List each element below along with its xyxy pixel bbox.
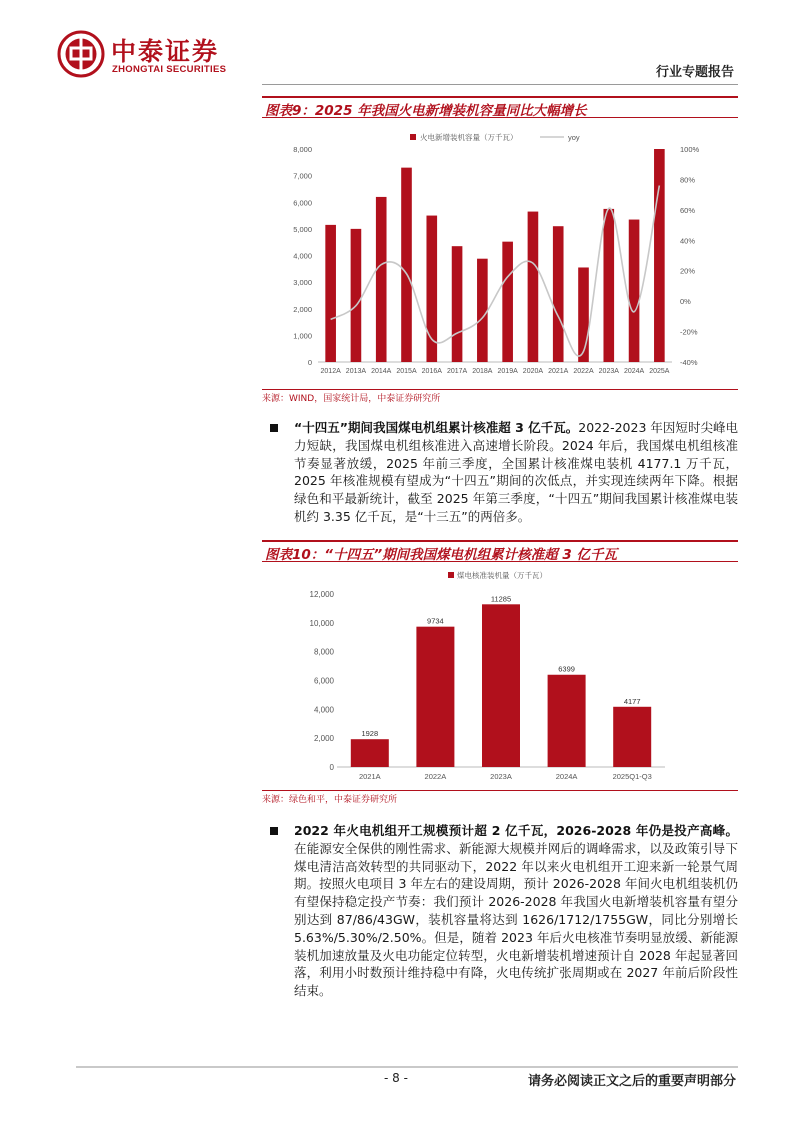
bullet-square-icon	[270, 424, 278, 432]
paragraph-coal-approvals	[262, 419, 738, 526]
y2-tick-label: 20%	[680, 266, 696, 276]
bar	[654, 149, 665, 362]
x-tick-label: 2019A	[497, 368, 518, 375]
figure9-chart	[262, 125, 738, 387]
y-tick-label: 10,000	[309, 618, 334, 628]
logo-english-name: ZHONGTAI SECURITIES	[112, 64, 227, 75]
x-tick-label: 2018A	[472, 368, 493, 375]
y-tick-label: 1,000	[293, 331, 312, 341]
bar	[578, 267, 589, 362]
y-tick-label: 6,000	[313, 676, 334, 686]
bar	[553, 226, 564, 362]
legend-label-bar: 煤电核准装机量（万千瓦）	[457, 571, 547, 580]
paragraph2-body: 在能源安全保供的刚性需求、新能源大规模并网后的调峰需求，以及政策引导下煤电清洁高效转型的共同驱动下，2022 年以来火电机组开工迎来新一轮景气周期。按照火电项目 3 年左右的建设周期，预计 2026-2028 年间火电机组装机仍有望保持稳定投产节奏：我们预计 2026-2028 年我国火电新增装机容量有望分别达到 87/86/43GW，装机容量将达到 1626/1712/1755GW，同比分别增长 5.63%/5.30%/2.50%。但是，随着 2023 年后火电核准节奏明显放缓、新能源装机加速放量及火电功能定位转型，火电新增装机增速预计自 2028 年起显著回落，利用小时数预计维持稳中有降，火电传统扩张周期或在 2027 年前后阶段性结束。	[294, 840, 738, 999]
x-tick-label: 2022A	[573, 368, 594, 375]
bar	[452, 246, 463, 362]
bar	[548, 675, 586, 767]
bar	[477, 259, 488, 362]
y-tick-label: 4,000	[293, 251, 312, 261]
bar	[629, 220, 640, 362]
y-tick-label: 8,000	[313, 647, 334, 657]
y-tick-label: 12,000	[309, 590, 334, 599]
x-tick-label: 2022A	[424, 772, 447, 781]
report-type: 行业专题报告	[655, 65, 734, 80]
figure9-source: 来源：WIND，国家统计局，中泰证券研究所	[262, 394, 441, 404]
x-tick-label: 2017A	[446, 368, 468, 375]
y2-tick-label: 80%	[680, 175, 696, 185]
x-tick-label: 2016A	[421, 368, 442, 375]
x-tick-label: 2025A	[649, 368, 670, 375]
bar	[325, 225, 336, 362]
y-tick-label: 0	[307, 358, 312, 367]
legend-swatch-bar	[410, 134, 416, 140]
y-tick-label: 6,000	[293, 198, 312, 208]
company-logo	[57, 30, 257, 80]
figure9-title-bar	[262, 96, 738, 118]
x-tick-label: 2020A	[522, 368, 544, 375]
x-tick-label: 2024A	[555, 772, 578, 781]
x-tick-label: 2025Q1-Q3	[612, 772, 652, 781]
data-label: 9734	[427, 616, 444, 626]
y-tick-label: 8,000	[293, 145, 312, 154]
bar	[603, 209, 614, 362]
bar	[502, 242, 513, 362]
bar	[416, 627, 454, 767]
y2-tick-label: -40%	[680, 358, 698, 367]
logo-chinese-name: 中泰证券	[111, 37, 220, 66]
data-label: 1928	[361, 729, 379, 739]
footer-disclaimer: 请务必阅读正文之后的重要声明部分	[527, 1074, 736, 1089]
figure10-title: 图表10：“十四五”期间我国煤电机组累计核准超 3 亿千瓦	[265, 547, 617, 563]
paragraph1-body: 2022-2023 年因短时尖峰电力短缺，我国煤电机组核准进入高速增长阶段。2024 年后，我国煤电机组核准节奏显著放缓，2025 年前三季度，全国累计核准煤电装机 4177.1 万千瓦，2025 年核准规模有望成为“十四五”期间的次低点，并实现连续两年下降。根据绿色和平最新统计，截至 2025 年第三季度，“十四五”期间我国累计核准煤电装机约 3.35 亿千瓦，是“十三五”的两倍多。	[294, 420, 738, 524]
y-tick-label: 2,000	[313, 734, 334, 744]
x-tick-label: 2021A	[548, 368, 569, 375]
figure10-title-bar	[262, 540, 738, 562]
zhongtai-logo-icon	[57, 30, 105, 78]
x-tick-label: 2012A	[320, 368, 341, 375]
footer-divider	[76, 1066, 738, 1068]
figure9-source-divider	[262, 389, 738, 390]
bar	[613, 707, 651, 767]
bullet-square-icon	[270, 827, 278, 835]
data-label: 11285	[490, 594, 512, 604]
figure9-title: 图表9：2025 年我国火电新增装机容量同比大幅增长	[265, 103, 587, 119]
x-tick-label: 2024A	[623, 368, 645, 375]
data-label: 6399	[558, 664, 575, 674]
y2-tick-label: 40%	[680, 236, 696, 246]
x-tick-label: 2023A	[490, 772, 512, 781]
x-tick-label: 2014A	[371, 368, 392, 375]
y2-tick-label: 0%	[680, 297, 691, 307]
bar	[482, 604, 520, 767]
legend-swatch-bar	[448, 572, 454, 578]
y-tick-label: 3,000	[293, 278, 312, 288]
legend-label-bar: 火电新增装机容量（万千瓦）	[420, 133, 518, 142]
y-tick-label: 0	[329, 763, 334, 772]
y-tick-label: 7,000	[293, 171, 312, 181]
x-tick-label: 2023A	[598, 368, 619, 375]
bar	[528, 212, 539, 362]
bar	[351, 229, 362, 362]
x-tick-label: 2013A	[345, 368, 367, 375]
y-tick-label: 5,000	[293, 224, 312, 234]
y-tick-label: 4,000	[313, 705, 334, 715]
paragraph1-lead: “十四五”期间我国煤电机组累计核准超 3 亿千瓦。	[294, 420, 579, 435]
legend-label-line: yoy	[568, 133, 580, 142]
x-tick-label: 2015A	[396, 368, 417, 375]
bar	[376, 197, 387, 362]
bar	[351, 739, 389, 767]
y2-tick-label: 60%	[680, 205, 696, 215]
y-tick-label: 2,000	[293, 304, 312, 314]
y2-tick-label: 100%	[680, 145, 700, 154]
paragraph-thermal-construction	[262, 822, 738, 1000]
figure10-source: 来源：绿色和平，中泰证券研究所	[262, 795, 398, 805]
data-label: 4177	[623, 696, 641, 706]
header-divider	[262, 84, 738, 85]
y2-tick-label: -20%	[680, 327, 698, 337]
x-tick-label: 2021A	[358, 772, 381, 781]
figure10-source-divider	[262, 790, 738, 791]
bar	[401, 168, 412, 362]
paragraph2-lead: 2022 年火电机组开工规模预计超 2 亿千瓦，2026-2028 年仍是投产高峰。	[294, 823, 738, 838]
page-number: - 8 -	[384, 1071, 408, 1085]
figure10-chart	[262, 566, 738, 788]
